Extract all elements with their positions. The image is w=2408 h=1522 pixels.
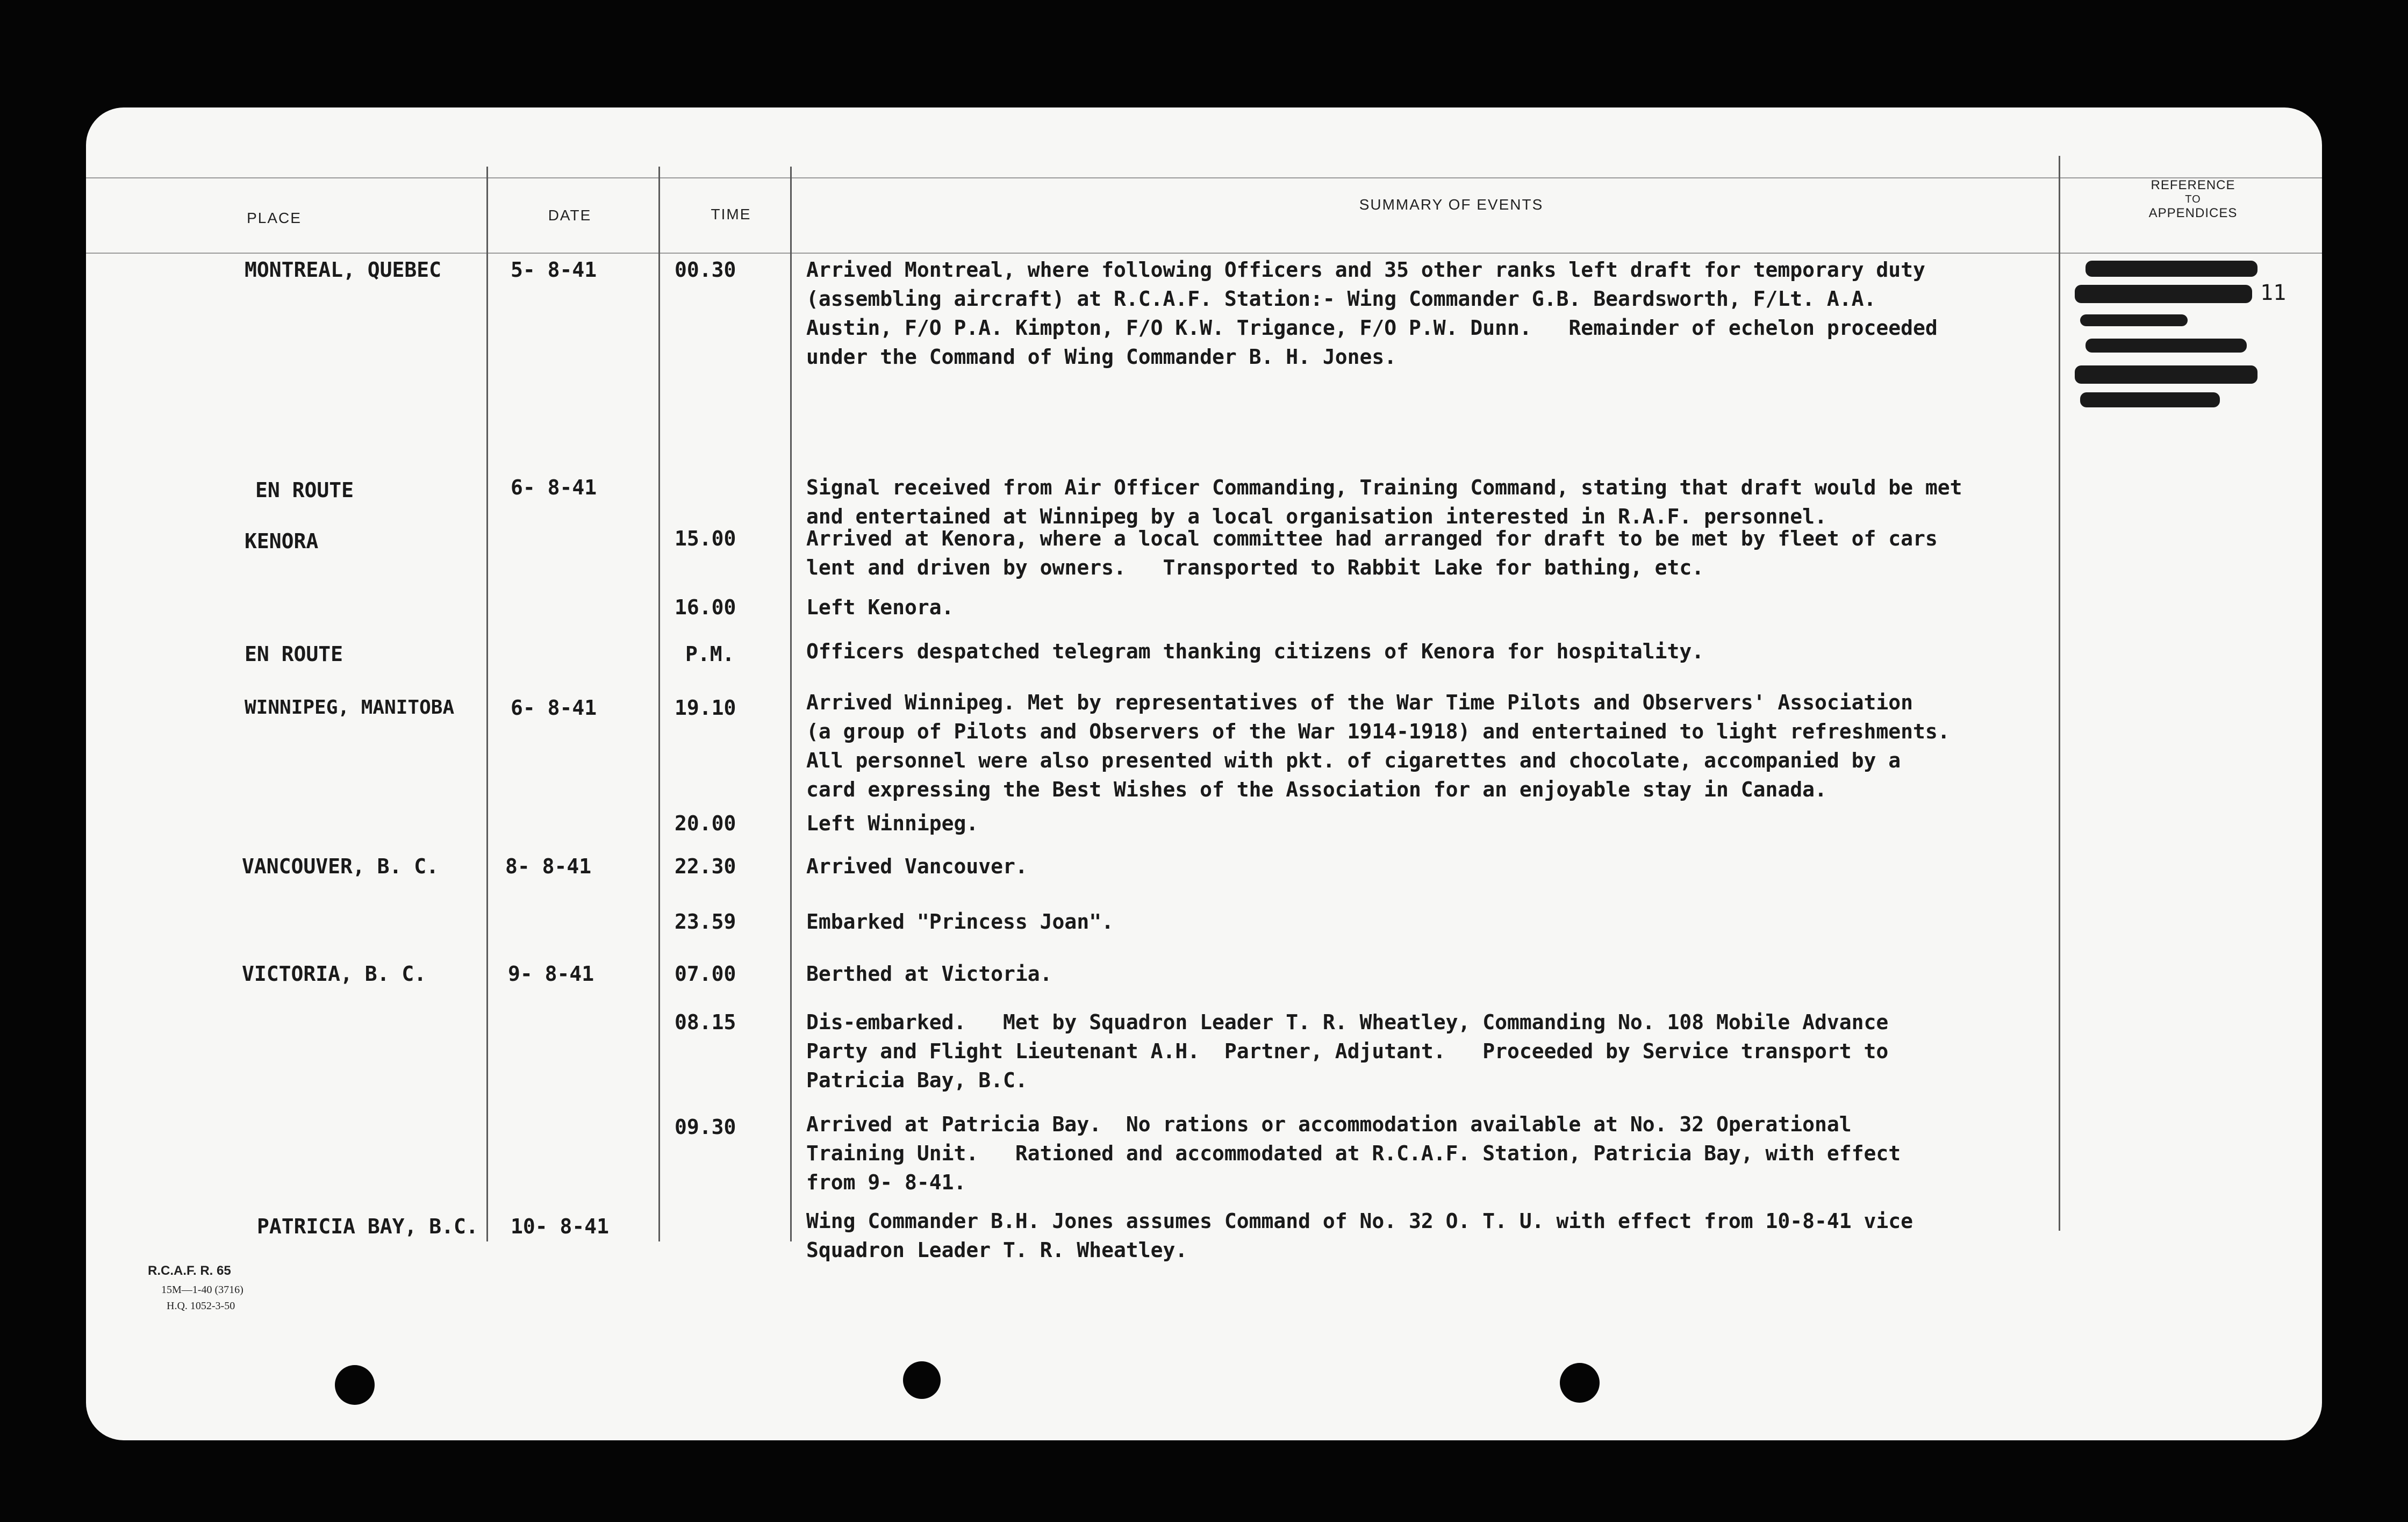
row-place: KENORA	[245, 529, 319, 553]
column-divider-time-summary	[790, 167, 792, 1241]
row-time: 22.30	[675, 855, 736, 878]
row-time: 16.00	[675, 595, 736, 619]
row-date: 9- 8-41	[508, 962, 594, 986]
form-hq-line: H.Q. 1052-3-50	[167, 1300, 235, 1312]
row-time: 07.00	[675, 962, 736, 986]
redaction-2	[2075, 285, 2252, 303]
header-time: TIME	[711, 206, 751, 222]
row-summary: Left Kenora.	[806, 595, 954, 619]
form-code: R.C.A.F. R. 65	[148, 1263, 231, 1278]
row-time: 20.00	[675, 812, 736, 835]
row-place: MONTREAL, QUEBEC	[245, 258, 442, 282]
appendix-number: 11	[2260, 281, 2287, 305]
row-time: 08.15	[675, 1010, 736, 1034]
row-summary: Berthed at Victoria.	[806, 962, 1052, 986]
row-summary: Officers despatched telegram thanking citizens of Kenora for hospitality.	[806, 640, 1704, 663]
row-place: VICTORIA, B. C.	[242, 962, 427, 986]
redaction-4	[2086, 339, 2247, 353]
column-divider-date-time	[658, 167, 660, 1241]
row-summary: Wing Commander B.H. Jones assumes Command of No. 32 O. T. U. with effect from 10-8-41 vice Squadron Leader T. R. Wheatley.	[806, 1209, 1914, 1262]
row-time: 00.30	[675, 258, 736, 282]
row-place: PATRICIA BAY, B.C.	[257, 1215, 478, 1238]
column-divider-place-date	[486, 167, 488, 1241]
row-place: VANCOUVER, B. C.	[242, 855, 439, 878]
row-summary: Arrived Vancouver.	[806, 855, 1028, 878]
redaction-3	[2080, 314, 2188, 326]
row-time: 19.10	[675, 696, 736, 720]
row-time: 23.59	[675, 910, 736, 934]
row-place: EN ROUTE	[245, 642, 343, 666]
column-divider-summary-reference	[2059, 156, 2060, 1231]
redaction-1	[2086, 261, 2258, 277]
row-date: 6- 8-41	[511, 476, 597, 499]
row-place: WINNIPEG, MANITOBA	[245, 697, 455, 719]
header-date: DATE	[548, 207, 592, 224]
row-summary: Signal received from Air Officer Commanding, Training Command, stating that draft would be met and entertained at Winnipeg by a local organisation interested in R.A.F. personnel.	[806, 476, 1962, 528]
header-summary: SUMMARY OF EVENTS	[1359, 196, 1544, 213]
row-summary: Left Winnipeg.	[806, 812, 979, 835]
row-summary: Arrived Montreal, where following Officers and 35 other ranks left draft for temporary duty (assembling aircraft) at R.C.A.F. Station:- Wing Commander G.B. Beardsworth, F/Lt. A.A. Austin, F/O P.A. Kimpton, F/O K.W. Trigance, F/O P.W. Dunn. Remainder of echelon proceeded under the Command of Wing Commander B. H. Jones.	[806, 258, 1938, 369]
row-date: 6- 8-41	[511, 696, 597, 720]
form-print-line: 15M—1-40 (3716)	[161, 1284, 243, 1296]
row-summary: Embarked "Princess Joan".	[806, 910, 1114, 934]
redaction-5	[2075, 365, 2258, 384]
header-reference: REFERENCE TO APPENDICES	[2148, 178, 2238, 220]
punch-hole-center	[903, 1361, 941, 1399]
row-date: 5- 8-41	[511, 258, 597, 282]
row-summary: Dis-embarked. Met by Squadron Leader T. R. Wheatley, Commanding No. 108 Mobile Advance Party and Flight Lieutenant A.H. Partner, Adjutant. Proceeded by Service transport to Patricia Bay, B.C.	[806, 1010, 1889, 1092]
redaction-6	[2080, 392, 2220, 407]
row-date: 10- 8-41	[511, 1215, 610, 1238]
row-time: 09.30	[675, 1115, 736, 1139]
row-date: 8- 8-41	[505, 855, 592, 878]
row-summary: Arrived at Kenora, where a local committee had arranged for draft to be met by fleet of cars lent and driven by owners. Transported to Rabbit Lake for bathing, etc.	[806, 527, 1938, 579]
row-summary: Arrived Winnipeg. Met by representatives of the War Time Pilots and Observers' Association (a group of Pilots and Observers of the War 1914-1918) and entertained to light refreshments. All personnel were also presented with pkt. of cigarettes and chocolate, accompanied by a card expressing the Best Wishes of the Association for an enjoyable stay in Canada.	[806, 691, 1950, 801]
diary-page	[86, 107, 2322, 1440]
row-time: 15.00	[675, 527, 736, 550]
row-summary: Arrived at Patricia Bay. No rations or accommodation available at No. 32 Operational Training Unit. Rationed and accommodated at R.C.A.F. Station, Patricia Bay, with effect from 9- 8-41.	[806, 1112, 1901, 1194]
header-rule-top	[86, 177, 2322, 178]
row-place: EN ROUTE	[255, 478, 354, 502]
header-place: PLACE	[247, 210, 302, 226]
row-time: P.M.	[685, 642, 735, 666]
header-rule-bottom	[86, 253, 2322, 254]
punch-hole-right	[1560, 1363, 1600, 1403]
punch-hole-left	[335, 1365, 375, 1405]
